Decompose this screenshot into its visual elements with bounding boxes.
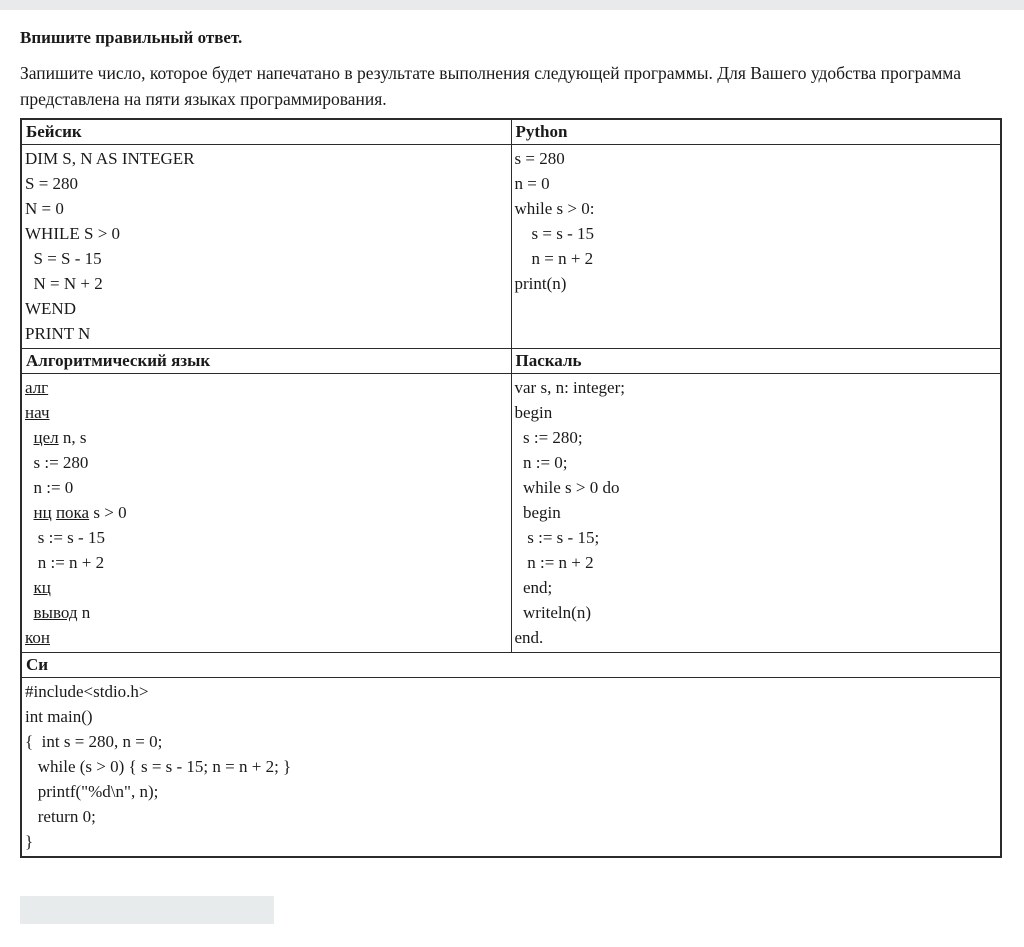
code-cell-algorithmic xyxy=(21,374,511,653)
code-line: writeln(n) xyxy=(514,603,591,622)
table-row xyxy=(21,145,1001,349)
program-table xyxy=(20,118,1002,858)
question-page xyxy=(0,28,1024,924)
column-header-pascal: Паскаль xyxy=(511,349,1001,374)
table-row xyxy=(21,374,1001,653)
code-line: кц xyxy=(33,578,51,597)
code-line: n := 0 xyxy=(25,478,74,497)
code-line: while (s > 0) { s = s - 15; n = n + 2; } xyxy=(25,757,292,776)
code-line: N = N + 2 xyxy=(25,274,103,293)
column-header-c: Си xyxy=(21,653,1001,678)
table-row xyxy=(21,349,1001,374)
code-line: n := 0; xyxy=(514,453,568,472)
code-line: нц пока s > 0 xyxy=(33,503,127,522)
code-line: while s > 0: xyxy=(514,199,595,218)
code-cell-python xyxy=(511,145,1001,349)
code-line: S = 280 xyxy=(25,174,79,193)
code-line: begin xyxy=(514,403,553,422)
code-line: n := n + 2 xyxy=(25,553,105,572)
code-line: while s > 0 do xyxy=(514,478,620,497)
code-line: var s, n: integer; xyxy=(514,378,625,397)
code-line: end. xyxy=(514,628,544,647)
code-line: print(n) xyxy=(514,274,567,293)
code-line: PRINT N xyxy=(25,324,91,343)
code-cell-basic xyxy=(21,145,511,349)
table-row xyxy=(21,678,1001,858)
code-line: s := s - 15 xyxy=(25,528,105,547)
code-line: s := 280; xyxy=(514,428,583,447)
code-line: int main() xyxy=(25,707,93,726)
code-line: s = s - 15 xyxy=(514,224,594,243)
code-line: нач xyxy=(25,403,50,422)
code-line: n := n + 2 xyxy=(514,553,594,572)
column-header-algorithmic: Алгоритмический язык xyxy=(21,349,511,374)
task-description: Запишите число, которое будет напечатано в результате выполнения следующей программы. Для Вашего удобства программа представлена на пяти языках программирования. xyxy=(20,63,961,109)
code-line: } xyxy=(25,832,34,851)
code-line: s := 280 xyxy=(25,453,89,472)
answer-input[interactable] xyxy=(20,896,274,924)
page-title: Впишите правильный ответ. xyxy=(20,28,243,47)
table-row xyxy=(21,653,1001,678)
column-header-python: Python xyxy=(511,119,1001,145)
code-line: n = n + 2 xyxy=(514,249,594,268)
code-line: s := s - 15; xyxy=(514,528,600,547)
code-line: WHILE S > 0 xyxy=(25,224,121,243)
code-line: begin xyxy=(514,503,561,522)
code-line: end; xyxy=(514,578,553,597)
code-line: DIM S, N AS INTEGER xyxy=(25,149,195,168)
code-cell-c xyxy=(21,678,1001,858)
top-strip xyxy=(0,0,1024,10)
code-line: вывод n xyxy=(33,603,91,622)
code-line: #include<stdio.h> xyxy=(25,682,149,701)
column-header-basic: Бейсик xyxy=(21,119,511,145)
code-line: цел n, s xyxy=(33,428,87,447)
code-line: S = S - 15 xyxy=(25,249,102,268)
code-line: кон xyxy=(25,628,50,647)
code-line: алг xyxy=(25,378,49,397)
table-row xyxy=(21,119,1001,145)
code-line: WEND xyxy=(25,299,76,318)
code-line: { int s = 280, n = 0; xyxy=(25,732,163,751)
code-line: printf("%d\n", n); xyxy=(25,782,159,801)
code-line: n = 0 xyxy=(514,174,550,193)
code-line: return 0; xyxy=(25,807,96,826)
code-cell-pascal xyxy=(511,374,1001,653)
code-line: N = 0 xyxy=(25,199,64,218)
code-line: s = 280 xyxy=(514,149,565,168)
